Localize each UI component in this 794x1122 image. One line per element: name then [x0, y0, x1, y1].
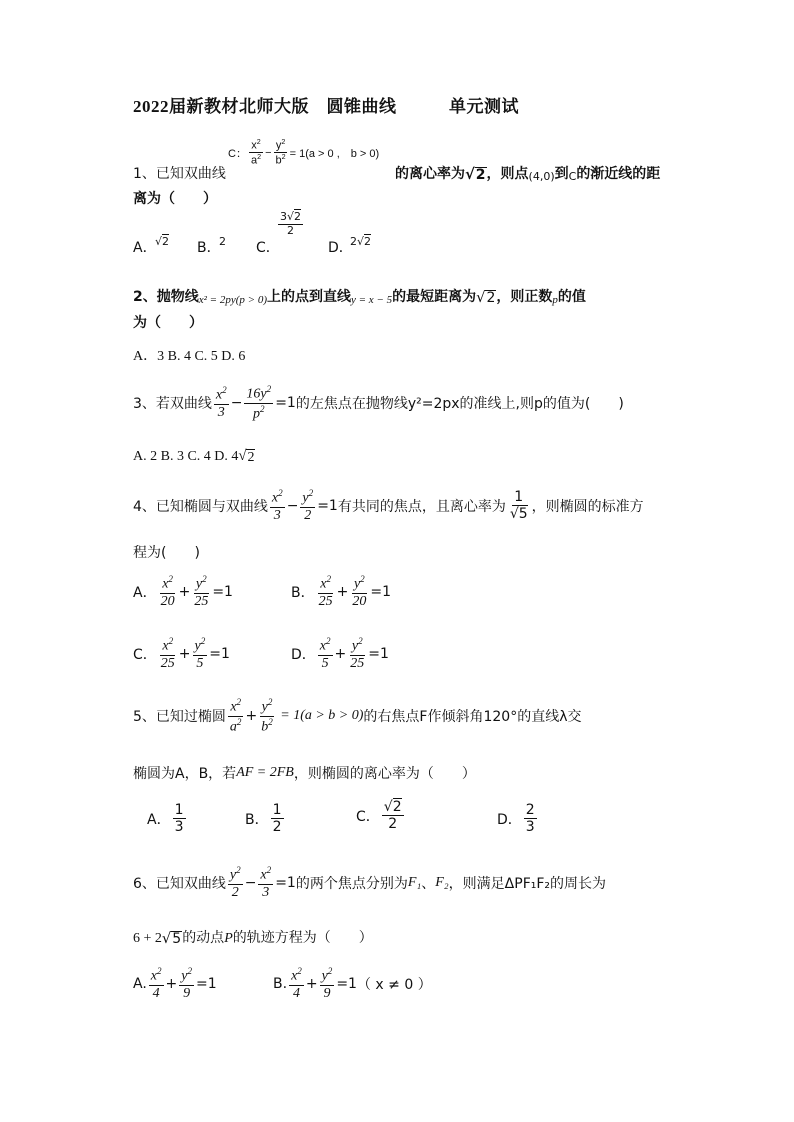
- q2-mid: 上的点到直线: [266, 289, 351, 305]
- q4-optD-frac-x: $\frac{x^2}{5}$: [319, 636, 331, 671]
- q6-optB-frac-x: $\frac{x^2}{4}$: [291, 966, 302, 1001]
- q1-optC: C．: [256, 240, 280, 256]
- q6-frac-y: $\frac{y^2}{2}$: [229, 865, 241, 900]
- q6-optB-frac-y: $\frac{y^2}{9}$: [321, 966, 333, 1001]
- q6-optB-cond: （ x ≠ 0 ）: [356, 976, 432, 993]
- q4-optD-label: D．: [291, 646, 316, 663]
- q5-optC-frac: $\frac{√2}{2}$: [383, 799, 402, 833]
- q1-end: 的渐近线的距: [576, 166, 661, 182]
- q4-optB: B． $\frac{x^2}{25}$ + $\frac{y^2}{20}$ =1: [291, 574, 391, 609]
- q4-optC-label: C．: [133, 646, 157, 663]
- q6-rest: 的两个焦点分别为: [295, 875, 408, 892]
- q1-mid2: ，则点: [486, 166, 529, 182]
- q5-optA-label: A．: [147, 811, 171, 828]
- q1-to: 到: [554, 166, 569, 182]
- q5-optA: [147, 802, 188, 835]
- q5-line1: 5、已知过椭圆 $\frac{x^2}{a^2}$ + $\frac{y^2}{b^2}$ = 1(a > b > 0) 的右焦点F作倾斜角120°的直线λ交: [133, 697, 582, 735]
- q3-options: [133, 448, 255, 465]
- q6-rest2: ，则满足ΔPF₁F₂的周长为: [448, 875, 607, 892]
- q1-formula-c: C：: [228, 147, 247, 160]
- q2-sqrt2: √ 2: [476, 289, 496, 306]
- q2-end: ，则正数: [496, 289, 553, 305]
- q1-frac-x: $\frac{x^2}{a^2}$: [250, 138, 262, 167]
- q4-line2: 程为( ): [133, 545, 200, 561]
- q5-optA-frac: $\frac{1}{3}$: [174, 802, 184, 836]
- q2-p: p: [552, 294, 558, 306]
- q6-optA: A. $\frac{x^2}{4}$ + $\frac{y^2}{9}$ =1: [133, 966, 217, 1001]
- q2-mid2: 的最短距离为: [392, 289, 477, 305]
- q6-line2-b: 的动点: [182, 930, 225, 946]
- page-title: 2022届新教材北师大版 圆锥曲线 单元测试: [133, 97, 519, 116]
- q4-optC-frac-x: $\frac{x^2}{25}$: [160, 636, 175, 671]
- q5-line2: [133, 763, 476, 783]
- q4-optD-frac-y: $\frac{y^2}{25}$: [350, 636, 365, 671]
- q3-options-text: A. 2 B. 3 C. 4 D. 4: [133, 449, 239, 464]
- q3-sqrt2: √ 2: [238, 448, 255, 465]
- q5-rest: 的右焦点F作倾斜角120°的直线λ交: [363, 709, 582, 726]
- q2-options: A．3 B. 4 C. 5 D. 6: [133, 349, 246, 364]
- q6-f1: F₁: [407, 874, 422, 890]
- q6-optA-label: A.: [133, 975, 147, 992]
- q1-optD: D．: [328, 240, 353, 256]
- q1-line1: [395, 163, 660, 183]
- q4-optC: C． $\frac{x^2}{25}$ + $\frac{y^2}{5}$ =1: [133, 636, 230, 671]
- q6-perimeter: 6 + 2: [133, 931, 162, 946]
- q1-mid: 的离心率为: [395, 166, 465, 182]
- q2-prefix: 2、抛物线: [133, 289, 199, 305]
- q3-frac-x: $\frac{x^2}{3}$: [215, 385, 227, 421]
- q1-c: C: [568, 170, 577, 183]
- q3-prefix: 3、若双曲线: [133, 396, 212, 413]
- q1-optA-val: √2: [155, 235, 170, 248]
- q4-line1: 4、已知椭圆与双曲线 $\frac{x^2}{3}$ − $\frac{y^2}{2}$ =1 有共同的焦点，且离心率为 $\frac{1}{√5}$ ，则椭圆的标准方: [133, 488, 644, 523]
- q6-prefix: 6、已知双曲线: [133, 875, 226, 892]
- q4-optA: A． $\frac{x^2}{20}$ + $\frac{y^2}{25}$ =1: [133, 574, 233, 609]
- q1-line2: 离为（ ）: [133, 191, 217, 207]
- q1-point: (4,0): [528, 170, 555, 183]
- q2-line1: [133, 286, 586, 306]
- q4-prefix: 4、已知椭圆与双曲线: [133, 498, 268, 515]
- q2-line2: 为（ ）: [133, 315, 203, 331]
- q5-prefix: 5、已知过椭圆: [133, 709, 226, 726]
- q6-f2: F₂: [435, 874, 449, 890]
- q1-optA: A．: [133, 240, 157, 256]
- q4-frac-e: $\frac{1}{√5}$: [509, 489, 528, 523]
- q1-sqrt2: √ 2: [465, 166, 486, 183]
- q5-line2-text: 椭圆为A，B，若: [133, 766, 237, 782]
- q5-frac-y: $\frac{y^2}{b^2}$: [261, 697, 273, 735]
- q5-optC-label: C．: [356, 808, 380, 825]
- q6-P: P: [224, 931, 233, 946]
- q5-optB: [245, 802, 286, 835]
- q4-optB-frac-x: $\frac{x^2}{25}$: [318, 574, 333, 609]
- q5-optB-frac: $\frac{1}{2}$: [272, 802, 282, 836]
- q2-end2: 的值: [557, 289, 586, 305]
- q1-optD-val: 2√2: [350, 235, 372, 248]
- q4-optB-frac-y: $\frac{y^2}{20}$: [352, 574, 367, 609]
- q4-optA-frac-y: $\frac{y^2}{25}$: [194, 574, 209, 609]
- q3-rest: 的左焦点在抛物线y²=2px的准线上,则p的值为( ): [295, 396, 624, 413]
- q5-vec: AF = 2FB: [236, 765, 294, 780]
- q1-optB: B．: [197, 240, 221, 256]
- q4-optA-label: A．: [133, 584, 157, 601]
- q4-frac-y: $\frac{y^2}{2}$: [302, 488, 314, 523]
- q4-rest: 有共同的焦点，且离心率为: [337, 498, 506, 515]
- q6-optB: B. $\frac{x^2}{4}$ + $\frac{y^2}{9}$ =1 （ x ≠ 0 ）: [273, 966, 432, 1001]
- q1-formula: C： $\frac{x^2}{a^2}$ − $\frac{y^2}{b^2}$ = 1(a > 0 , b > 0): [228, 138, 380, 167]
- q1-formula-rhs: = 1(a > 0 , b > 0): [289, 147, 380, 160]
- q4-end: ，则椭圆的标准方: [531, 498, 644, 515]
- q6-line1: 6、已知双曲线 $\frac{y^2}{2}$ − $\frac{x^2}{3}$ =1 的两个焦点分别为 F₁ 、 F₂ ，则满足ΔPF₁F₂的周长为: [133, 865, 607, 900]
- q6-sqrt5: √ 5: [161, 930, 182, 947]
- q2-parabola: x² = 2py(p > 0): [198, 294, 267, 306]
- q5-optD: [497, 802, 539, 835]
- q5-optB-label: B．: [245, 811, 269, 828]
- q5-optC: [356, 799, 406, 832]
- q6-line2: [133, 927, 373, 947]
- q5-line2-end: ，则椭圆的离心率为（ ）: [293, 766, 476, 782]
- q4-optC-frac-y: $\frac{y^2}{5}$: [194, 636, 206, 671]
- q4-optB-label: B．: [291, 584, 315, 601]
- q5-cond: = 1(a > b > 0): [276, 708, 364, 724]
- q5-optD-label: D．: [497, 811, 522, 828]
- q6-optA-frac-x: $\frac{x^2}{4}$: [150, 966, 162, 1001]
- q3-line1: 3、若双曲线 $\frac{x^2}{3}$ − $\frac{16y^2}{p^2}$ =1 的左焦点在抛物线y²=2px的准线上,则p的值为( ): [133, 384, 624, 422]
- q1-prefix: 1、已知双曲线: [133, 166, 226, 182]
- q6-optA-frac-y: $\frac{y^2}{9}$: [181, 966, 193, 1001]
- q2-line-eq: y = x − 5: [350, 294, 393, 306]
- q1-optC-frac: $\frac{3√2}{2}$: [280, 210, 302, 237]
- q4-optD: D． $\frac{x^2}{5}$ + $\frac{y^2}{25}$ =1: [291, 636, 389, 671]
- q1-optB-val: 2: [219, 235, 226, 248]
- q6-frac-x: $\frac{x^2}{3}$: [260, 865, 272, 900]
- q3-frac-y: $\frac{16y^2}{p^2}$: [246, 384, 272, 422]
- q5-frac-x: $\frac{x^2}{a^2}$: [229, 697, 242, 735]
- q6-optB-label: B.: [273, 975, 288, 992]
- q5-optD-frac: $\frac{2}{3}$: [525, 802, 535, 836]
- q6-sep: 、: [421, 875, 436, 892]
- q6-line2-c: 的轨迹方程为（ ）: [232, 930, 373, 946]
- q4-optA-frac-x: $\frac{x^2}{20}$: [160, 574, 175, 609]
- q1-frac-y: $\frac{y^2}{b^2}$: [275, 138, 286, 167]
- q1-options: [133, 210, 433, 256]
- q4-frac-x: $\frac{x^2}{3}$: [271, 488, 283, 523]
- q1-optD-coef: 2: [350, 235, 357, 248]
